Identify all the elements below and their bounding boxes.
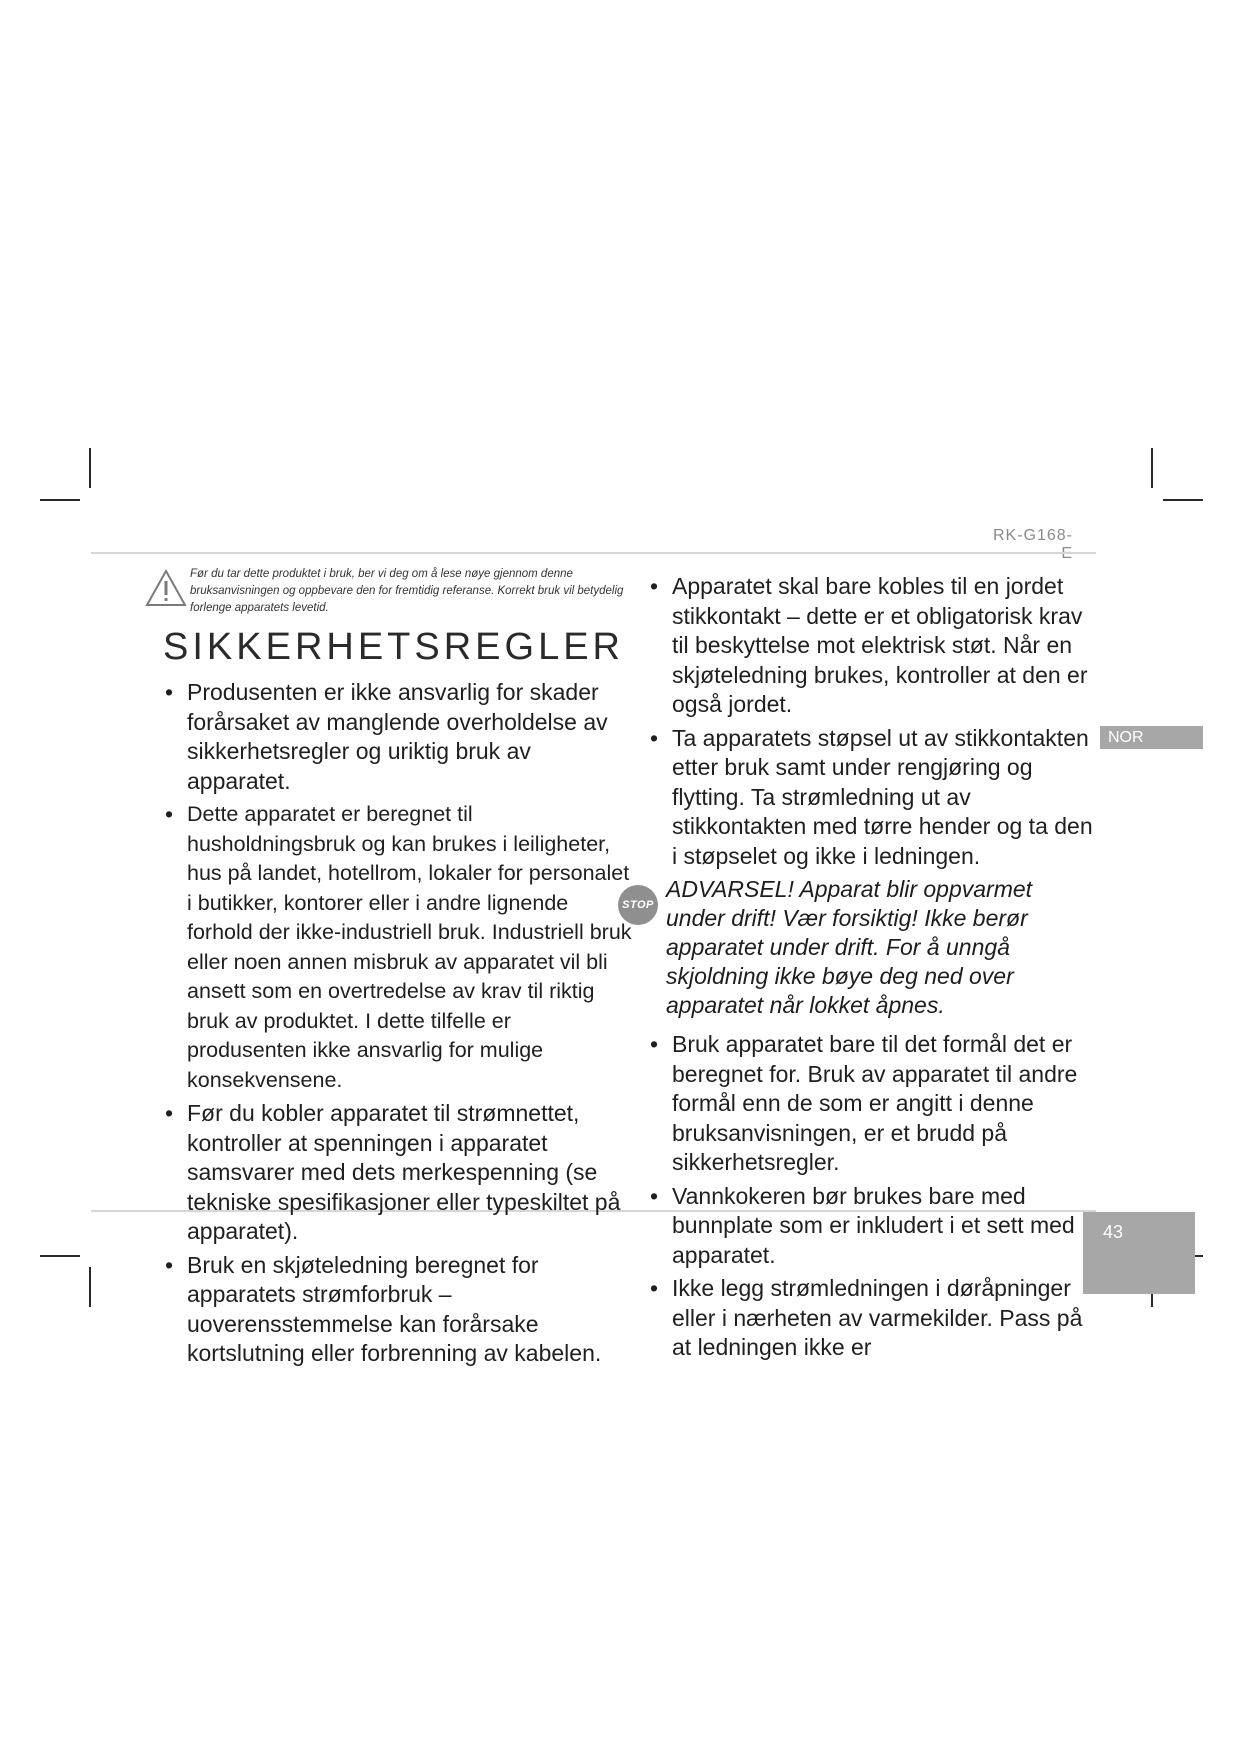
crop-mark — [89, 1267, 91, 1307]
list-item: • Vannkokeren bør brukes bare med bunnplate som er inkludert i et sett med apparatet. — [650, 1182, 1075, 1268]
bullet: • — [650, 1275, 659, 1301]
list-item: • Før du kobler apparatet til strømnettet, kontroller at spenningen i apparatet samsvarer med dets merkespenning (se tekniske spesifikasjoner eller typeskiltet på apparatet). — [165, 1100, 621, 1244]
header-rule — [91, 552, 1096, 554]
right-list-top — [630, 572, 1095, 871]
model-code: RK-G168- — [992, 527, 1073, 544]
list-item: • Bruk en skjøteledning beregnet for apparatets strømforbruk – uoverensstemmelse kan forårsake kortslutning eller forbrenning av kabelen. — [165, 1251, 602, 1366]
left-list — [145, 678, 635, 1369]
intro-text: Før du tar dette produktet i bruk, ber vi deg om å lese nøye gjennom denne bruksanvisningen og oppbevare den for fremtidig referanse. Korrekt bruk vil betydelig forlenge apparatets levetid. — [190, 568, 624, 614]
page-title: SIKKERHETSREGLER — [163, 626, 624, 668]
list-item: • Apparatet skal bare kobles til en jordet stikkontakt – dette er et obligatorisk krav til beskyttelse mot elektrisk støt. Når en skjøteledning brukes, kontroller at den er også jordet. — [650, 573, 1088, 717]
language-tab: NOR — [1100, 726, 1203, 749]
page-number: 43 — [1103, 1222, 1124, 1242]
warning-text: ADVARSEL! Apparat blir oppvarmet under drift! Vær forsiktig! Ikke berør apparatet under drift. For å unngå skjoldning ikke bøye deg ned over apparatet når lokket åpnes. — [666, 876, 1033, 1018]
bullet: • — [650, 573, 659, 599]
bullet: • — [165, 679, 174, 705]
page-number-box — [1083, 1212, 1195, 1294]
crop-mark — [1163, 499, 1203, 501]
list-item: • Ta apparatets støpsel ut av stikkontakten etter bruk samt under rengjøring og flytting. Ta strømledning ut av stikkontakten med tørre hender og ta den i støpselet og ikke i ledningen. — [650, 724, 1093, 869]
list-item: • Produsenten er ikke ansvarlig for skader forårsaket av manglende overholdelse av sikkerhetsregler og uriktig bruk av apparatet. — [165, 679, 608, 794]
right-column — [622, 572, 1095, 1367]
left-column — [145, 566, 635, 1373]
list-item: • Dette apparatet er beregnet til husholdningsbruk og kan brukes i leiligheter, hus på landet, hotellrom, lokaler for personalet i butikker, kontorer eller i andre lignende forhold der ikke-industriell bruk. Industriell bruk eller noen annen misbruk av apparatet vil bli ansett som en overtredelse av krav til riktig bruk av produktet. I dette tilfelle er produsenten ikke ansvarlig for mulige konsekvensene. — [165, 801, 632, 1092]
right-list-bottom — [630, 1030, 1095, 1363]
crop-mark — [40, 1255, 80, 1257]
warning-block — [622, 875, 1095, 1020]
bullet: • — [165, 1100, 174, 1126]
crop-mark — [89, 448, 91, 488]
bullet: • — [650, 1031, 659, 1057]
intro-notice — [145, 566, 635, 614]
list-item: • Ikke legg strømledningen i døråpninger eller i nærheten av varmekilder. Pass på at ledningen ikke er — [650, 1275, 1083, 1360]
bullet: • — [650, 724, 659, 751]
list-item: • Bruk apparatet bare til det formål det er beregnet for. Bruk av apparatet til andre formål enn de som er angitt i denne bruksanvisningen, er et brudd på sikkerhetsregler. — [650, 1031, 1078, 1175]
crop-mark — [1151, 448, 1153, 488]
bullet: • — [650, 1182, 659, 1209]
crop-mark — [40, 499, 80, 501]
stop-icon: STOP — [618, 885, 658, 925]
bullet: • — [165, 1251, 174, 1278]
warning-triangle-icon — [145, 569, 187, 607]
bullet: • — [165, 801, 174, 827]
